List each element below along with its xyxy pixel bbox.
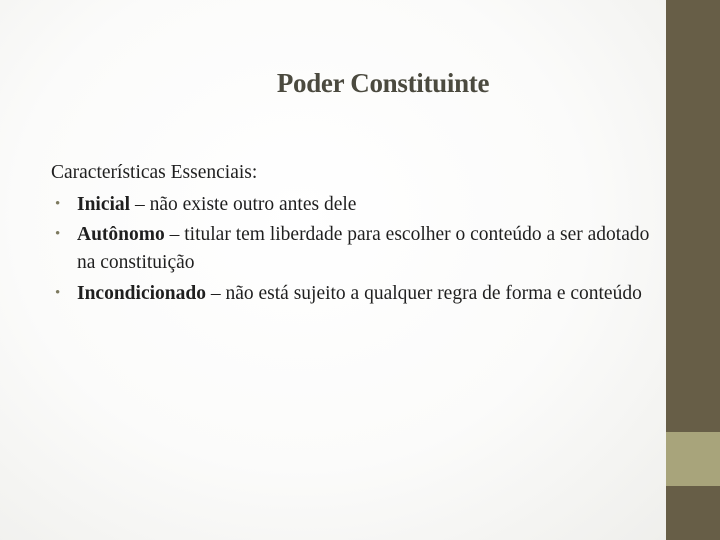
bullet-icon: •: [55, 285, 61, 301]
bullet-list: [51, 189, 653, 310]
bullet-icon: •: [55, 226, 61, 242]
item-text: titular tem liberdade para escolher o conteúdo a ser adotado na constituição: [77, 224, 650, 273]
item-separator: –: [130, 194, 150, 215]
item-text: não existe outro antes dele: [149, 194, 357, 215]
item-separator: –: [205, 283, 226, 304]
content-heading: Características Essenciais:: [51, 162, 258, 183]
decorative-side-accent: [666, 432, 720, 486]
list-item-incondicionado: [51, 279, 653, 310]
item-text: não está sujeito a qualquer regra de forma e conteúdo: [225, 283, 642, 304]
item-term: Inicial: [77, 194, 131, 215]
item-term: Incondicionado: [77, 283, 206, 304]
decorative-side-bar: [666, 0, 720, 540]
list-item-inicial: [51, 189, 653, 220]
slide-content: [51, 157, 653, 310]
item-term: Autônomo: [77, 224, 165, 245]
bullet-icon: •: [55, 196, 61, 212]
item-separator: –: [164, 224, 185, 245]
slide-title: Poder Constituinte: [276, 68, 490, 98]
list-item-autonomo: [51, 220, 653, 279]
